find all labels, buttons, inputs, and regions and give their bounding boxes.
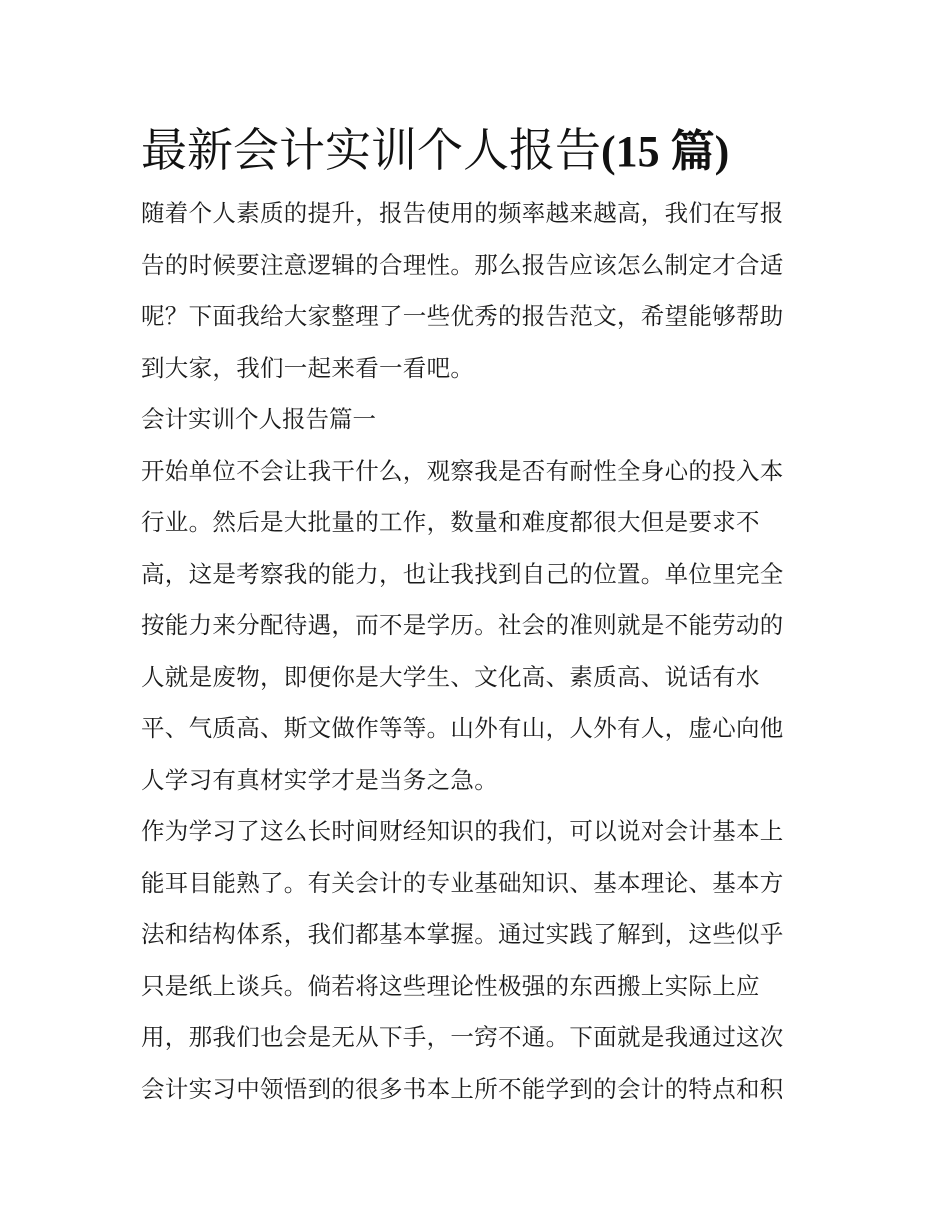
text-line: 作为学习了这么长时间财经知识的我们，可以说对会计基本上	[141, 817, 784, 845]
section-heading	[141, 394, 821, 446]
text-line: 人学习有真材实学才是当务之急。	[141, 765, 498, 794]
text-line: 平、气质高、斯文做作等等。山外有山，人外有人，虚心向他	[141, 714, 784, 742]
text-line: 人就是废物，即便你是大学生、文化高、素质高、说话有水	[141, 662, 760, 691]
document-body	[141, 112, 821, 1115]
text-line: 用，那我们也会是无从下手，一窍不通。下面就是我通过这次	[141, 1023, 784, 1051]
text-line: 能耳目能熟了。有关会计的专业基础知识、基本理论、基本方	[141, 868, 784, 897]
text-line: 按能力来分配待遇，而不是学历。社会的准则就是不能劳动的	[141, 611, 784, 639]
section-heading-text: 会计实训个人报告篇一	[141, 405, 376, 433]
intro-paragraph	[141, 188, 821, 394]
text-line: 高，这是考察我的能力，也让我找到自己的位置。单位里完全	[141, 559, 784, 588]
text-line: 到大家，我们一起来看一看吧。	[141, 353, 475, 382]
body-paragraph	[141, 446, 821, 807]
body-paragraph	[141, 806, 821, 1115]
text-line: 随着个人素质的提升，报告使用的频率越来越高，我们在写报	[141, 199, 784, 227]
text-line: 会计实习中领悟到的很多书本上所不能学到的会计的特点和积	[141, 1074, 784, 1103]
text-line: 开始单位不会让我干什么，观察我是否有耐性全身心的投入本	[141, 456, 784, 485]
document-title	[141, 112, 821, 188]
text-line: 法和结构体系，我们都基本掌握。通过实践了解到，这些似乎	[141, 920, 784, 948]
text-line: 呢？下面我给大家整理了一些优秀的报告范文，希望能够帮助	[141, 302, 784, 330]
title-count: (15 篇)	[601, 127, 730, 176]
title-main: 最新会计实训个人报告	[141, 123, 601, 177]
text-line: 行业。然后是大批量的工作，数量和难度都很大但是要求不	[141, 508, 760, 536]
text-line: 告的时候要注意逻辑的合理性。那么报告应该怎么制定才合适	[141, 250, 784, 279]
text-line: 只是纸上谈兵。倘若将这些理论性极强的东西搬上实际上应	[141, 971, 760, 1000]
